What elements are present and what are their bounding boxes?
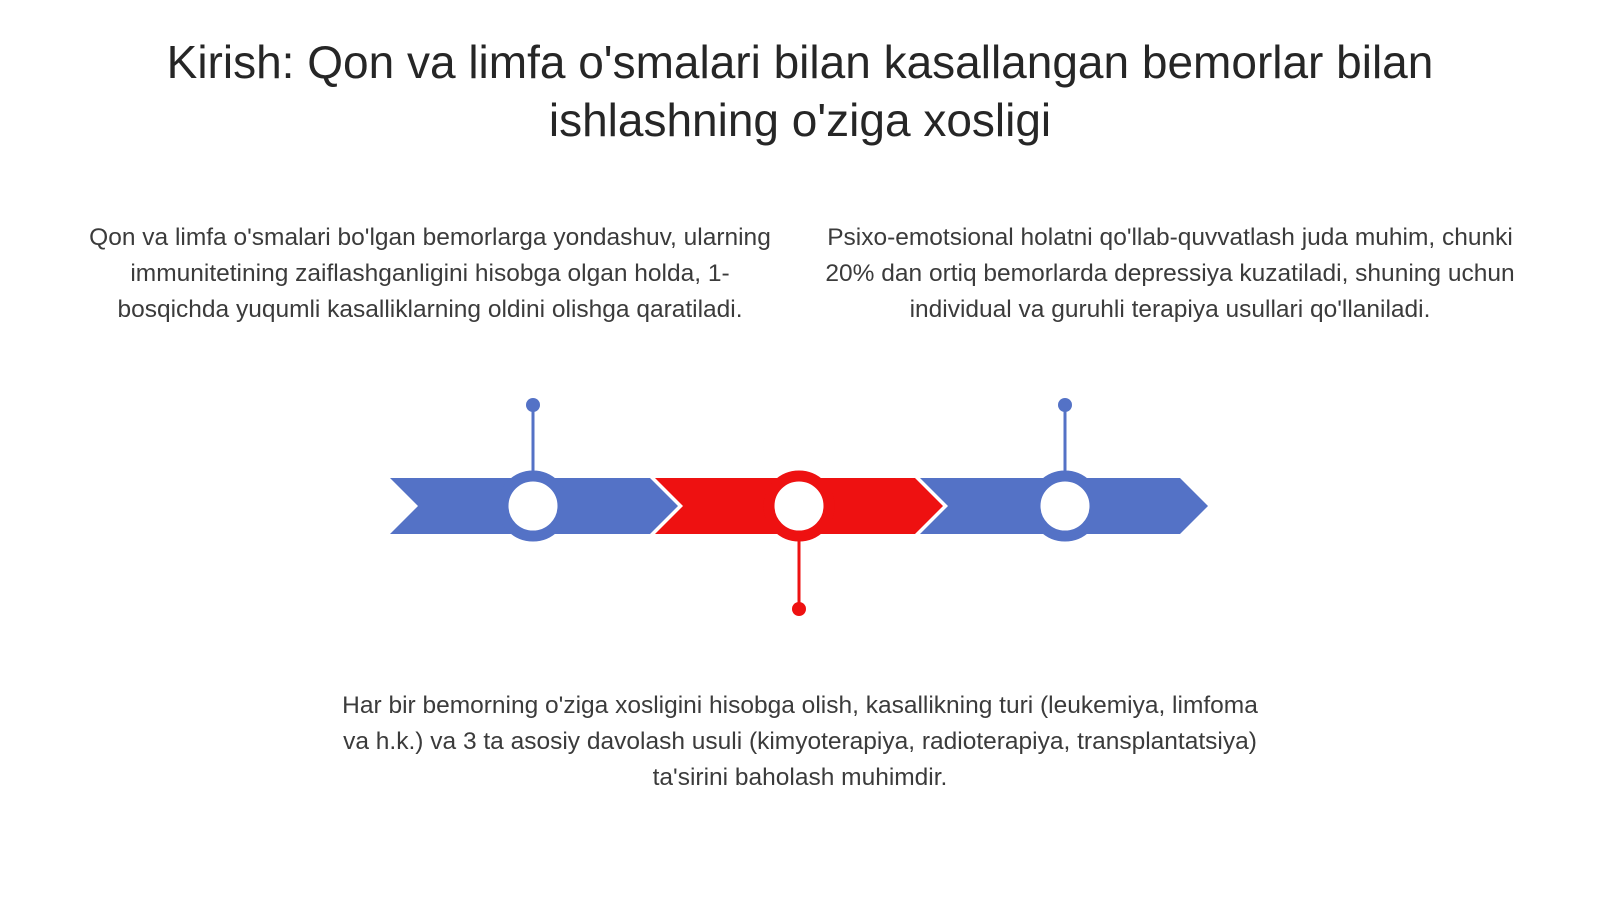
timeline-milestone-3 xyxy=(1035,476,1095,536)
slide-title: Kirish: Qon va limfa o'smalari bilan kasallangan bemorlar bilan ishlashning o'ziga xosligi xyxy=(166,36,1434,146)
timeline-milestone-1 xyxy=(503,476,563,536)
step-1-text: Qon va limfa o'smalari bo'lgan bemorlarga yondashuv, ularning immunitetining zaiflashganligini hisobga olgan holda, 1-bosqichda yuqumli kasalliklarning oldini olishga qaratiladi. xyxy=(89,224,771,323)
step-3-text: Psixo-emotsional holatni qo'llab-quvvatlash juda muhim, chunki 20% dan ortiq bemorlarda depressiya kuzatiladi, shuning uchun individual va guruhli terapiya usullari qo'llaniladi. xyxy=(825,224,1515,323)
step-2-text: Har bir bemorning o'ziga xosligini hisobga olish, kasallikning turi (leukemiya, limfoma va h.k.) va 3 ta asosiy davolash usuli (kimyoterapiya, radioterapiya, transplantatsiya) ta'sirini baholash muhimdir. xyxy=(342,692,1258,791)
timeline-milestone-2 xyxy=(769,476,829,536)
timeline-dot-2 xyxy=(792,602,806,616)
timeline-dot-1 xyxy=(526,398,540,412)
timeline-dot-3 xyxy=(1058,398,1072,412)
